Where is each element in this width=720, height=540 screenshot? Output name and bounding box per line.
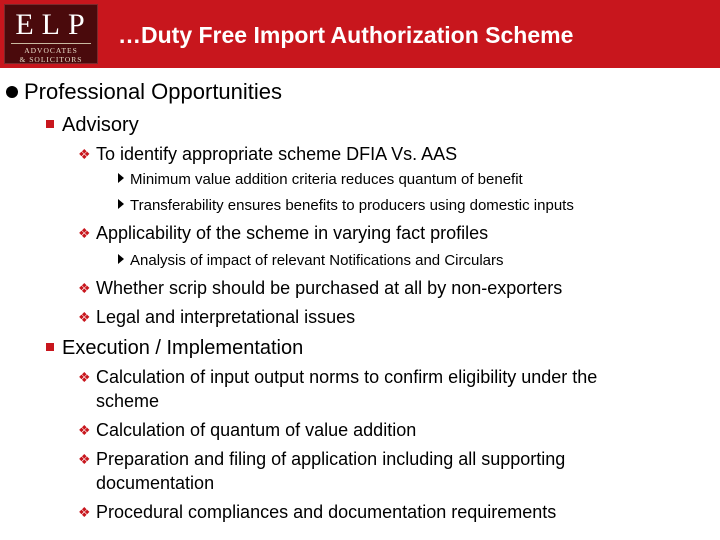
execution-point-2	[78, 420, 416, 441]
advisory-point-4	[78, 307, 355, 328]
advisory-subpoint-3-text: Analysis of impact of relevant Notifications and Circulars	[130, 252, 504, 269]
heading-text: Professional Opportunities	[24, 79, 283, 104]
heading-item	[6, 79, 282, 105]
triangle-bullet-icon	[118, 173, 124, 183]
advisory-point-3-text: Whether scrip should be purchased at all by non-exporters	[96, 278, 563, 298]
advisory-point-2	[78, 223, 488, 244]
execution-label: Execution / Implementation	[62, 337, 304, 359]
advisory-subpoint-2-text: Transferability ensures benefits to producers using domestic inputs	[130, 197, 574, 214]
advisory-subpoint-2	[118, 197, 574, 214]
elp-logo	[4, 4, 98, 64]
check-bullet-icon: ❖	[78, 422, 91, 438]
logo-line-2: & SOLICITORS	[19, 55, 83, 64]
execution-point-3-continuation: documentation	[96, 473, 215, 493]
advisory-item	[46, 114, 139, 137]
advisory-point-4-text: Legal and interpretational issues	[96, 307, 356, 327]
advisory-point-3	[78, 278, 562, 299]
square-bullet-icon	[46, 343, 54, 351]
check-bullet-icon: ❖	[78, 369, 91, 385]
slide-title: …Duty Free Import Authorization Scheme	[118, 22, 574, 48]
advisory-point-1	[78, 144, 457, 165]
logo-letters: ELP	[15, 8, 93, 41]
check-bullet-icon: ❖	[78, 146, 91, 162]
execution-point-2-text: Calculation of quantum of value addition	[96, 420, 417, 440]
execution-point-1-text: Calculation of input output norms to confirm eligibility under the	[96, 367, 598, 387]
logo-line-1: ADVOCATES	[24, 46, 78, 55]
check-bullet-icon: ❖	[78, 309, 91, 325]
execution-point-3-text: Preparation and filing of application including all supporting	[96, 449, 566, 469]
advisory-point-2-text: Applicability of the scheme in varying fact profiles	[96, 223, 489, 243]
execution-point-1-continuation: scheme	[96, 391, 160, 411]
check-bullet-icon: ❖	[78, 504, 91, 520]
round-bullet-icon	[6, 86, 18, 98]
check-bullet-icon: ❖	[78, 225, 91, 241]
advisory-subpoint-1-text: Minimum value addition criteria reduces quantum of benefit	[130, 171, 523, 188]
logo-rule	[11, 43, 91, 44]
check-bullet-icon: ❖	[78, 451, 91, 467]
execution-point-3	[78, 449, 565, 470]
square-bullet-icon	[46, 120, 54, 128]
execution-item	[46, 337, 303, 360]
triangle-bullet-icon	[118, 254, 124, 264]
advisory-label: Advisory	[62, 114, 139, 136]
execution-point-1	[78, 367, 597, 388]
advisory-subpoint-3	[118, 252, 504, 269]
execution-point-4	[78, 502, 556, 523]
execution-point-4-text: Procedural compliances and documentation requirements	[96, 502, 557, 522]
advisory-subpoint-1	[118, 171, 523, 188]
check-bullet-icon: ❖	[78, 280, 91, 296]
header-bar	[0, 0, 720, 68]
advisory-point-1-text: To identify appropriate scheme DFIA Vs. AAS	[96, 144, 458, 164]
triangle-bullet-icon	[118, 199, 124, 209]
